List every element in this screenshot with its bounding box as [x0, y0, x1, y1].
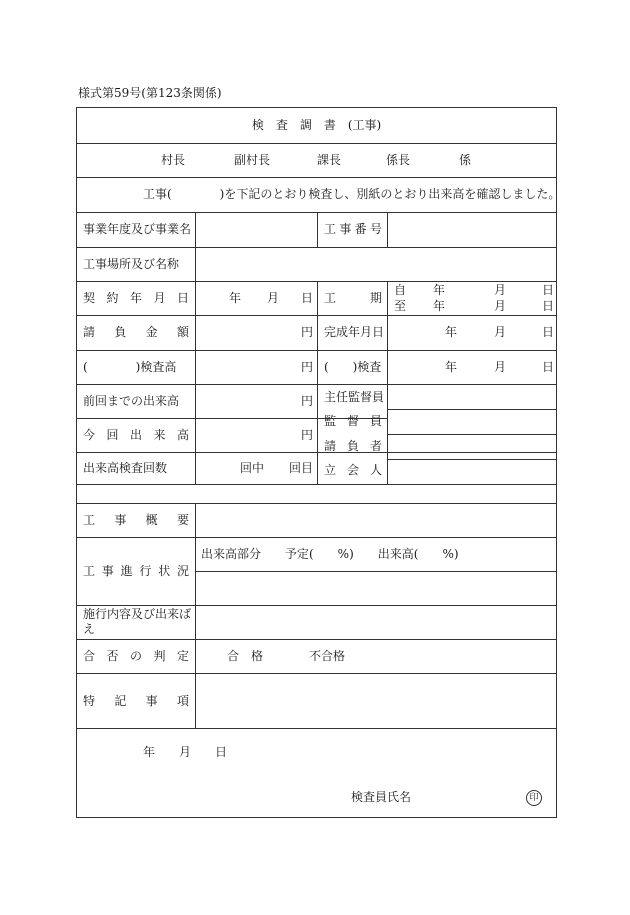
label-progress-status: 工 事 進 行 状 況: [83, 564, 189, 578]
label-contract-amount: 請 負 金 額: [83, 325, 189, 339]
progress-detail: 出来高部分 予定( %) 出来高( %): [201, 547, 459, 561]
row-line: [77, 247, 556, 248]
label-construction-quality: 施行内容及び出来ばえ: [83, 607, 192, 636]
column-line: [195, 212, 196, 484]
approval-staff: 係: [459, 153, 472, 167]
label-contractor: 請 負 者: [324, 439, 382, 453]
row-line: [387, 409, 556, 410]
inspection-count-total: 回中: [240, 461, 265, 475]
period-from-year: 年: [433, 283, 446, 297]
row-line: [195, 571, 556, 572]
row-line: [387, 434, 556, 435]
period-from-label: 自: [394, 283, 407, 297]
row-line: [77, 728, 556, 729]
row-line: [77, 537, 556, 538]
completion-year-unit: 年: [445, 325, 458, 339]
period-to-day: 日: [542, 299, 555, 313]
label-witness: 立 会 人: [324, 463, 382, 477]
report-title: 検 査 調 書 (工事): [251, 118, 382, 132]
footer-month-unit: 月: [179, 745, 192, 759]
completion-month-unit: 月: [494, 325, 507, 339]
form-number: 様式第59号(第123条関係): [78, 86, 222, 100]
judgment-fail: 不合格: [309, 649, 346, 663]
row-line: [77, 673, 556, 674]
completion-day-unit: 日: [542, 325, 555, 339]
inspection-year-unit: 年: [445, 360, 458, 374]
contract-year-unit: 年: [229, 291, 242, 305]
label-current-progress: 今 回 出 来 高: [83, 428, 189, 442]
label-supervisor: 監 督 員: [324, 414, 382, 428]
approval-deputy-mayor: 副村長: [234, 153, 271, 167]
label-chief-supervisor: 主任監督員: [324, 390, 385, 404]
label-inspection-amount: ( )検査高: [83, 360, 177, 374]
seal-mark: 印: [526, 790, 542, 806]
current-progress-yen: 円: [301, 428, 314, 442]
previous-progress-yen: 円: [301, 394, 314, 408]
period-from-day: 日: [542, 283, 555, 297]
column-line: [387, 212, 388, 247]
inspection-month-unit: 月: [494, 360, 507, 374]
label-construction-overview: 工 事 概 要: [83, 513, 189, 527]
row-line: [77, 177, 556, 178]
label-construction-period: 工 期: [324, 291, 382, 305]
footer-day-unit: 日: [215, 745, 228, 759]
period-to-year: 年: [433, 299, 446, 313]
row-line: [77, 605, 556, 606]
inspector-name-label: 検査員氏名: [351, 790, 412, 804]
row-line: [77, 143, 556, 144]
inspection-report-form: [76, 107, 561, 818]
label-contract-date: 契 約 年 月 日: [83, 291, 189, 305]
column-line: [387, 281, 388, 484]
period-to-label: 至: [394, 299, 407, 313]
column-line: [317, 212, 318, 247]
inspection-amount-yen: 円: [301, 360, 314, 374]
contract-day-unit: 日: [301, 291, 314, 305]
label-location-name: 工事場所及び名称: [83, 257, 180, 271]
judgment-pass: 合 格: [227, 649, 264, 663]
label-inspection-count: 出来高検査回数: [83, 461, 168, 475]
label-inspection-type: ( )検査: [324, 360, 382, 374]
column-line: [195, 503, 196, 728]
inspection-count-nth: 回目: [289, 461, 314, 475]
label-previous-progress: 前回までの出来高: [83, 394, 180, 408]
approval-subsection-chief: 係長: [386, 153, 411, 167]
row-line: [387, 459, 556, 460]
row-line: [77, 503, 556, 504]
contract-month-unit: 月: [267, 291, 280, 305]
row-line: [77, 484, 556, 485]
approval-mayor: 村長: [161, 153, 186, 167]
row-line: [77, 639, 556, 640]
label-completion-date: 完成年月日: [324, 325, 385, 339]
period-from-month: 月: [494, 283, 507, 297]
period-to-month: 月: [494, 299, 507, 313]
label-construction-number: 工 事 番 号: [324, 222, 382, 236]
inspection-statement: 工事( )を下記のとおり検査し、別紙のとおり出来高を確認しました。: [143, 187, 561, 201]
contract-amount-yen: 円: [301, 325, 314, 339]
label-judgment: 合 否 の 判 定: [83, 649, 189, 663]
footer-year-unit: 年: [143, 745, 156, 759]
inspection-day-unit: 日: [542, 360, 555, 374]
label-special-notes: 特 記 事 項: [83, 694, 189, 708]
label-project-year-name: 事業年度及び事業名: [83, 222, 192, 236]
approval-section-chief: 課長: [317, 153, 342, 167]
column-line: [317, 281, 318, 484]
